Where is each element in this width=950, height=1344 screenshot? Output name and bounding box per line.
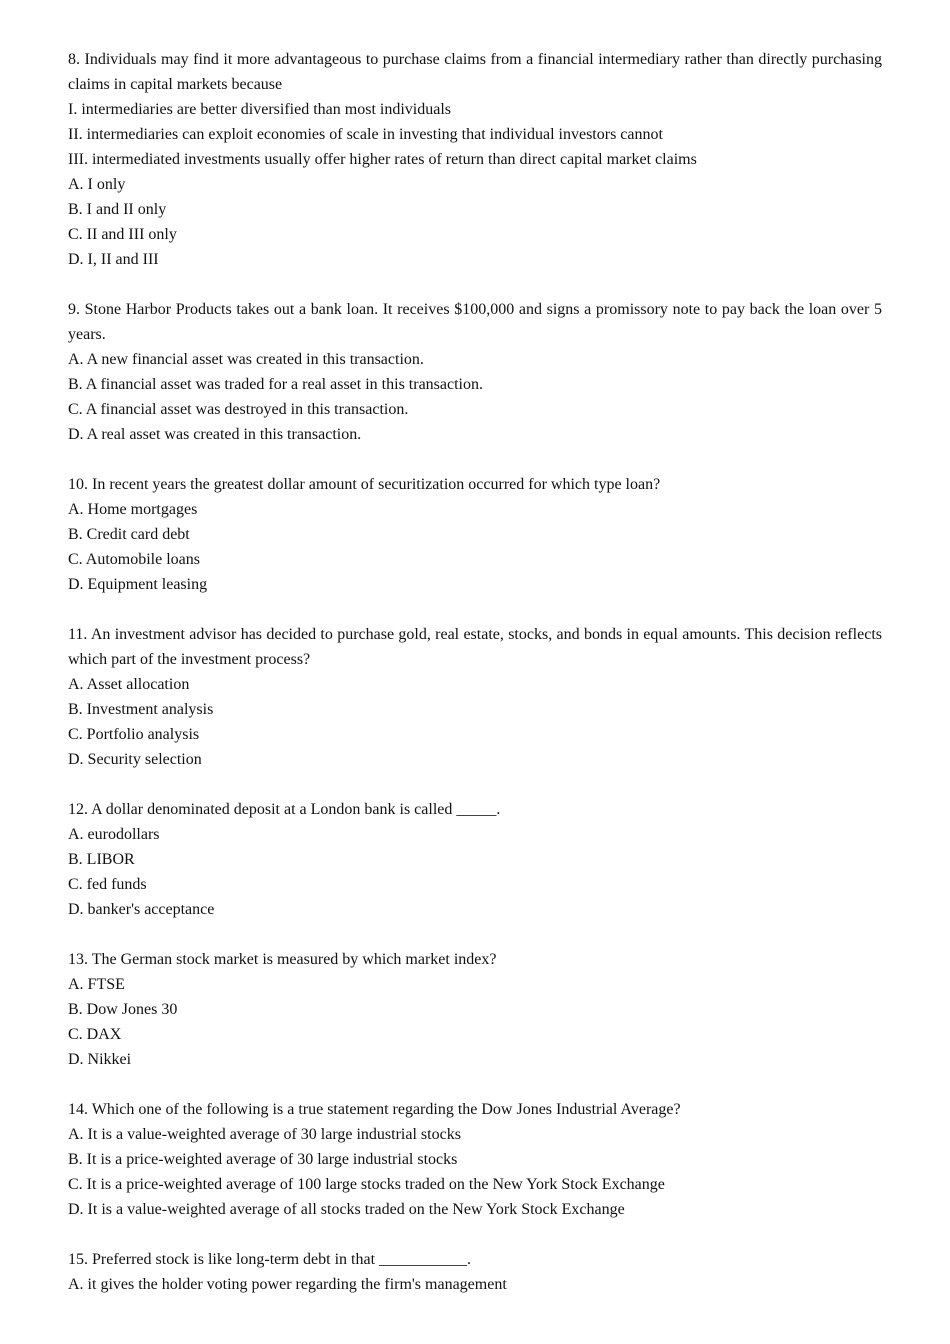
question-stem: 11. An investment advisor has decided to purchase gold, real estate, stocks, and bonds in equal amounts. This decision reflects which part of the investment process? — [68, 626, 882, 668]
question-8 — [68, 47, 882, 272]
answer-option: C. II and III only — [68, 226, 177, 243]
answer-option: D. banker's acceptance — [68, 901, 215, 918]
question-stem: 15. Preferred stock is like long-term debt in that ___________. — [68, 1251, 472, 1268]
answer-option: C. A financial asset was destroyed in this transaction. — [68, 401, 409, 418]
question-11 — [68, 622, 882, 772]
question-10 — [68, 472, 882, 597]
answer-option: D. Nikkei — [68, 1051, 132, 1068]
answer-option: A. A new financial asset was created in this transaction. — [68, 351, 424, 368]
answer-option: B. Credit card debt — [68, 526, 190, 543]
answer-option: C. fed funds — [68, 876, 147, 893]
answer-option: A. FTSE — [68, 976, 125, 993]
answer-option: A. Home mortgages — [68, 501, 198, 518]
question-15 — [68, 1247, 882, 1297]
question-12 — [68, 797, 882, 922]
answer-option: C. Automobile loans — [68, 551, 200, 568]
answer-option: A. it gives the holder voting power regarding the firm's management — [68, 1276, 507, 1293]
answer-option: B. I and II only — [68, 201, 167, 218]
question-stem: 10. In recent years the greatest dollar amount of securitization occurred for which type loan? — [68, 476, 661, 493]
question-stem: 13. The German stock market is measured by which market index? — [68, 951, 497, 968]
answer-option: B. A financial asset was traded for a real asset in this transaction. — [68, 376, 483, 393]
question-13 — [68, 947, 882, 1072]
question-9 — [68, 297, 882, 447]
answer-option: B. LIBOR — [68, 851, 135, 868]
question-stem: 12. A dollar denominated deposit at a London bank is called _____. — [68, 801, 501, 818]
answer-option: B. Dow Jones 30 — [68, 1001, 178, 1018]
answer-option: C. Portfolio analysis — [68, 726, 200, 743]
answer-option: C. It is a price-weighted average of 100 large stocks traded on the New York Stock Exchange — [68, 1176, 665, 1193]
answer-option: D. I, II and III — [68, 251, 159, 268]
answer-option: A. It is a value-weighted average of 30 large industrial stocks — [68, 1126, 461, 1143]
answer-option: B. It is a price-weighted average of 30 large industrial stocks — [68, 1151, 458, 1168]
answer-option: A. I only — [68, 176, 126, 193]
question-page — [68, 47, 882, 1322]
question-stem: 8. Individuals may find it more advantageous to purchase claims from a financial intermediary rather than directly purchasing claims in capital markets because — [68, 51, 882, 93]
statement-item: III. intermediated investments usually offer higher rates of return than direct capital market claims — [68, 151, 697, 168]
answer-option: D. It is a value-weighted average of all stocks traded on the New York Stock Exchange — [68, 1201, 625, 1218]
statement-item: I. intermediaries are better diversified than most individuals — [68, 101, 451, 118]
answer-option: B. Investment analysis — [68, 701, 214, 718]
answer-option: D. A real asset was created in this transaction. — [68, 426, 362, 443]
question-stem: 9. Stone Harbor Products takes out a bank loan. It receives $100,000 and signs a promissory note to pay back the loan over 5 years. — [68, 301, 882, 343]
answer-option: A. Asset allocation — [68, 676, 190, 693]
answer-option: D. Equipment leasing — [68, 576, 208, 593]
statement-item: II. intermediaries can exploit economies of scale in investing that individual investors cannot — [68, 126, 663, 143]
question-14 — [68, 1097, 882, 1222]
answer-option: C. DAX — [68, 1026, 122, 1043]
answer-option: D. Security selection — [68, 751, 202, 768]
answer-option: A. eurodollars — [68, 826, 160, 843]
question-stem: 14. Which one of the following is a true statement regarding the Dow Jones Industrial Average? — [68, 1101, 681, 1118]
